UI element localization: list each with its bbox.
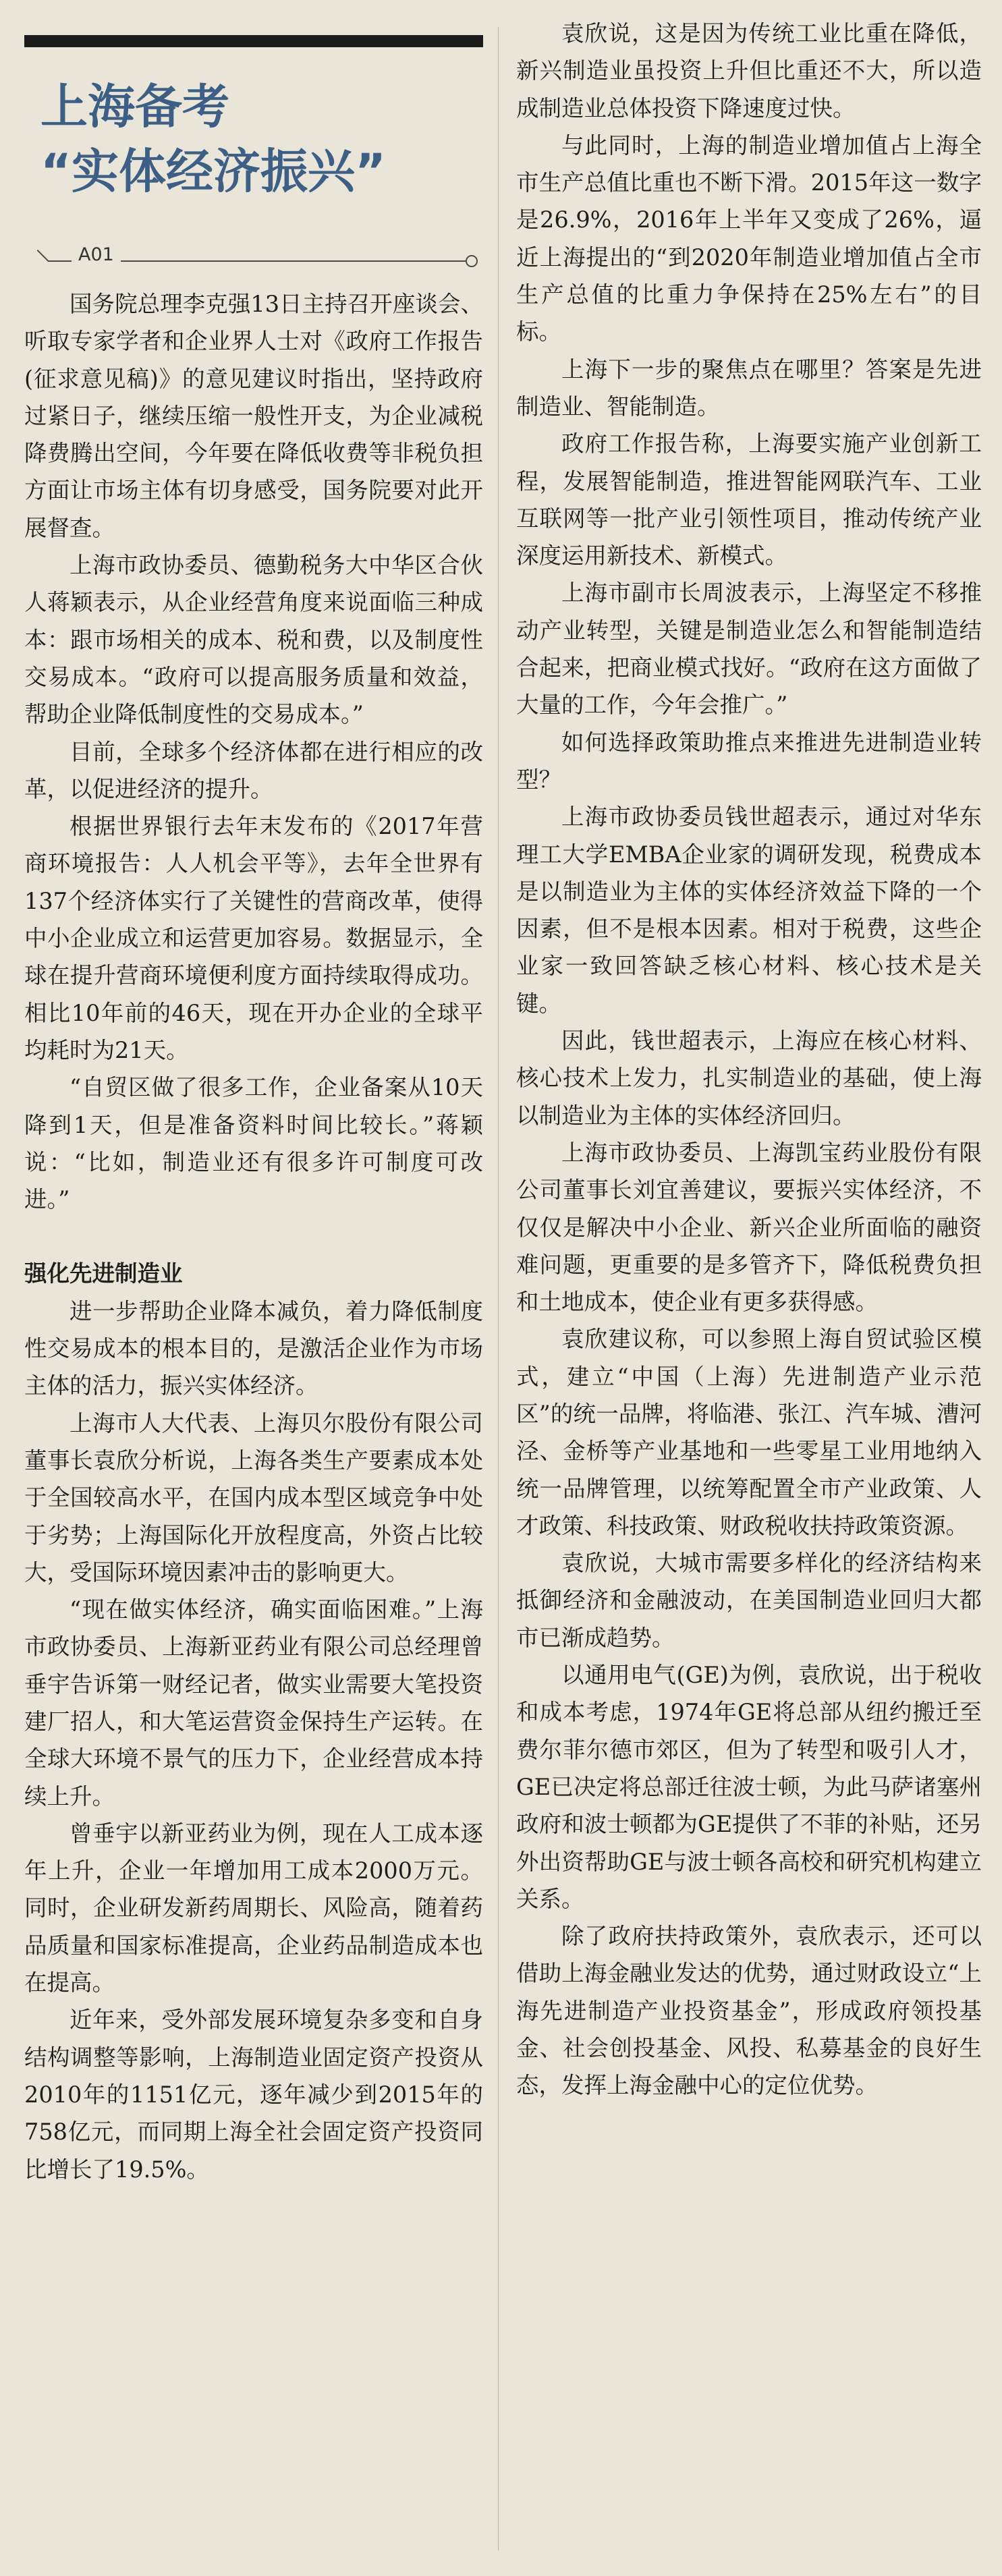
page-tag-rule [24, 244, 483, 274]
paragraph: 曾垂宇以新亚药业为例，现在人工成本逐年上升，企业一年增加用工成本2000万元。同时，企业研发新药周期长、风险高，随着药品质量和国家标准提高，企业药品制造成本也在提高。 [24, 1820, 483, 1996]
headline-line-2: “实体经济振兴” [40, 144, 387, 199]
paragraph: 袁欣说，大城市需要多样化的经济结构来抵御经济和金融波动，在美国制造业回归大都市已渐成趋势。 [516, 1550, 982, 1651]
section-subheading: 强化先进制造业 [24, 1260, 183, 1287]
paragraph: 国务院总理李克强13日主持召开座谈会、听取专家学者和企业界人士对《政府工作报告(征求意见稿)》的意见建议时指出，坚持政府过紧日子，继续压缩一般性开支，为企业减税降费腾出空间，今年要在降低收费等非税负担方面让市场主体有切身感受，国务院要对此开展督查。 [24, 291, 483, 541]
left-column [24, 285, 483, 2188]
paragraph: 根据世界银行去年末发布的《2017年营商环境报告：人人机会平等》，去年全世界有137个经济体实行了关键性的营商改革，使得中小企业成立和运营更加容易。数据显示，全球在提升营商环境便利度方面持续取得成功。相比10年前的46天，现在开办企业的全球平均耗时为21天。 [24, 813, 483, 1063]
header-black-bar [24, 35, 483, 47]
paragraph: “自贸区做了很多工作，企业备案从10天降到1天，但是准备资料时间比较长。”蒋颖说：“比如，制造业还有很多许可制度可改进。” [24, 1074, 483, 1213]
paragraph: 如何选择政策助推点来推进先进制造业转型？ [516, 729, 982, 793]
paragraph: 上海市人大代表、上海贝尔股份有限公司董事长袁欣分析说，上海各类生产要素成本处于全国较高水平，在国内成本型区域竞争中处于劣势；上海国际化开放程度高，外资占比较大，受国际环境因素冲击的影响更大。 [24, 1409, 483, 1586]
paragraph: 政府工作报告称，上海要实施产业创新工程，发展智能制造，推进智能网联汽车、工业互联网等一批产业引领性项目，推动传统产业深度运用新技术、新模式。 [516, 430, 982, 569]
paragraph: “现在做实体经济，确实面临困难。”上海市政协委员、上海新亚药业有限公司总经理曾垂宇告诉第一财经记者，做实业需要大笔投资建厂招人，和大笔运营资金保持生产运转。在全球大环境不景气的压力下，企业经营成本持续上升。 [24, 1596, 483, 1810]
paragraph: 因此，钱世超表示，上海应在核心材料、核心技术上发力，扎实制造业的基础，使上海以制造业为主体的实体经济回归。 [516, 1028, 982, 1129]
paragraph: 袁欣建议称，可以参照上海自贸试验区模式，建立“中国（上海）先进制造产业示范区”的统一品牌，将临港、张江、汽车城、漕河泾、金桥等产业基地和一些零星工业用地纳入统一品牌管理，以统筹配置全市产业政策、人才政策、科技政策、财政税收扶持政策资源。 [516, 1326, 982, 1539]
page-tag: A01 [72, 244, 121, 265]
paragraph: 袁欣说，这是因为传统工业比重在降低，新兴制造业虽投资上升但比重还不大，所以造成制造业总体投资下降速度过快。 [516, 20, 982, 121]
paragraph: 上海市副市长周波表示，上海坚定不移推动产业转型，关键是制造业怎么和智能制造结合起来，把商业模式找好。“政府在这方面做了大量的工作，今年会推广。” [516, 580, 982, 719]
paragraph: 上海下一步的聚焦点在哪里？答案是先进制造业、智能制造。 [516, 356, 982, 420]
paragraph: 上海市政协委员、上海凯宝药业股份有限公司董事长刘宜善建议，要振兴实体经济，不仅仅是解决中小企业、新兴企业所面临的融资难问题，更重要的是多管齐下，降低税费负担和土地成本，使企业有更多获得感。 [516, 1139, 982, 1316]
paragraph: 近年来，受外部发展环境复杂多变和自身结构调整等影响，上海制造业固定资产投资从2010年的1151亿元，逐年减少到2015年的758亿元，而同期上海全社会固定资产投资同比增长了19.5%。 [24, 2007, 483, 2183]
paragraph: 上海市政协委员、德勤税务大中华区合伙人蒋颖表示，从企业经营角度来说面临三种成本：跟市场相关的成本、税和费，以及制度性交易成本。“政府可以提高服务质量和效益，帮助企业降低制度性的交易成本。” [24, 552, 483, 728]
paragraph: 进一步帮助企业降本减负，着力降低制度性交易成本的根本目的，是激活企业作为市场主体的活力，振兴实体经济。 [24, 1297, 483, 1399]
paragraph: 上海市政协委员钱世超表示，通过对华东理工大学EMBA企业家的调研发现，税费成本是以制造业为主体的实体经济效益下降的一个因素，但不是根本因素。相对于税费，这些企业家一致回答缺乏核心材料、核心技术是关键。 [516, 804, 982, 1017]
column-divider [498, 27, 499, 2550]
paragraph: 以通用电气(GE)为例，袁欣说，出于税收和成本考虑，1974年GE将总部从纽约搬迁至费尔菲尔德市郊区，但为了转型和吸引人才，GE已决定将总部迁往波士顿，为此马萨诸塞州政府和波士顿都为GE提供了不菲的补贴，还另外出资帮助GE与波士顿各高校和研究机构建立关系。 [516, 1662, 982, 1912]
paragraph: 与此同时，上海的制造业增加值占上海全市生产总值比重也不断下滑。2015年这一数字是26.9%，2016年上半年又变成了26%，逼近上海提出的“到2020年制造业增加值占全市生产总值的比重力争保持在25%左右”的目标。 [516, 132, 982, 345]
headline-line-1: 上海备考 [40, 79, 229, 134]
headline [40, 74, 486, 204]
paragraph: 目前，全球多个经济体都在进行相应的改革，以促进经济的提升。 [24, 738, 483, 802]
rule-tick-mark [37, 250, 49, 262]
circle-marker-icon [466, 255, 478, 267]
right-column [516, 15, 982, 2104]
paragraph: 除了政府扶持政策外，袁欣表示，还可以借助上海金融业发达的优势，通过财政设立“上海先进制造产业投资基金”，形成政府领投基金、社会创投基金、风投、私募基金的良好生态，发挥上海金融中心的定位优势。 [516, 1923, 982, 2099]
